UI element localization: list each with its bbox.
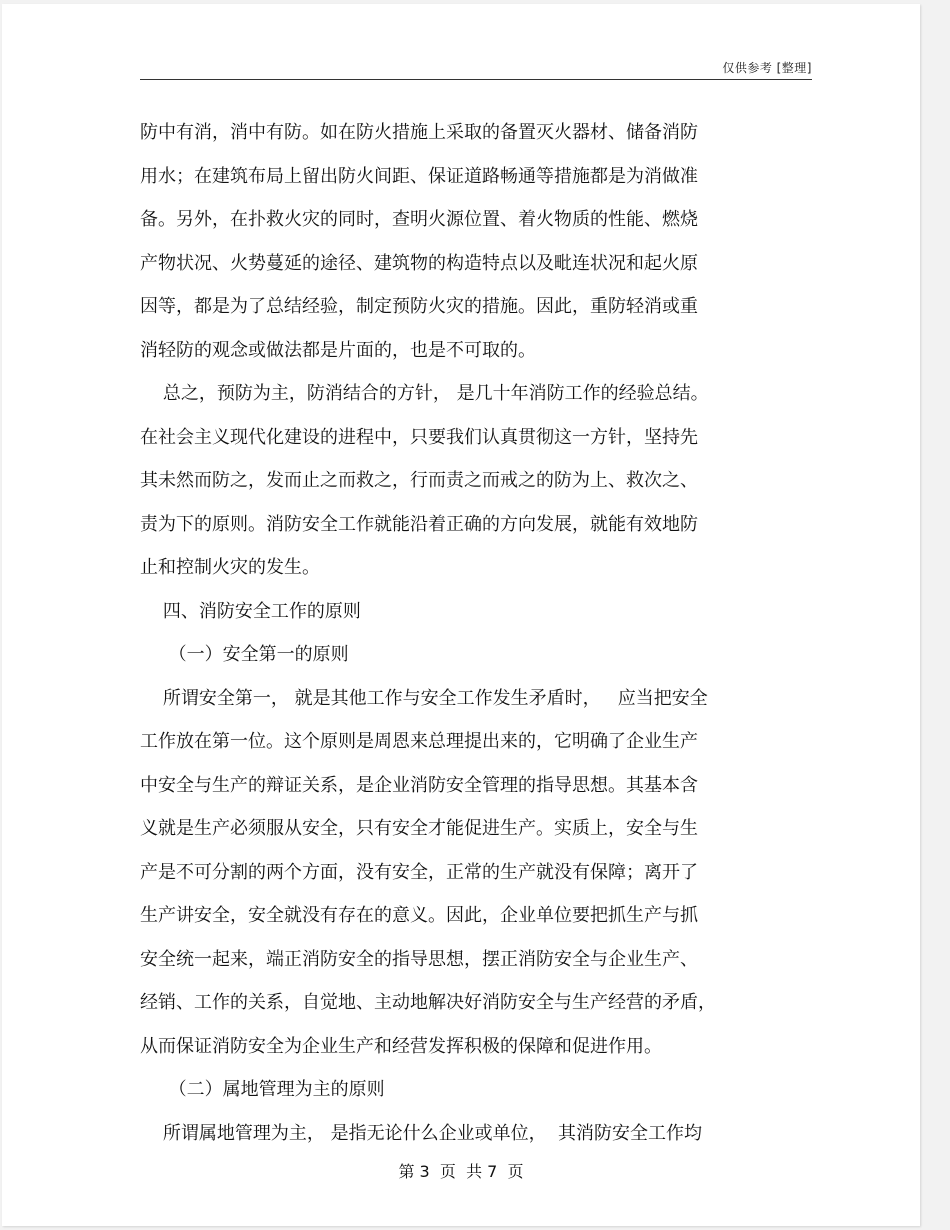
text-line: 产物状况、火势蔓延的途径、建筑物的构造特点以及毗连状况和起火原 — [140, 252, 698, 274]
text-line: 防中有消，消中有防。如在防火措施上采取的备置灭火器材、储备消防 — [140, 122, 698, 143]
document-page — [2, 4, 920, 1226]
body-text — [140, 111, 840, 1155]
text-line: 总之，预防为主，防消结合的方针， 是几十年消防工作的经验总结。 — [140, 383, 709, 404]
text-line: 经销、工作的关系，自觉地、主动地解决好消防安全与生产经营的矛盾， — [140, 992, 716, 1013]
text-line: 用水；在建筑布局上留出防火间距、保证道路畅通等措施都是为消做准 — [140, 165, 698, 187]
text-line: 所谓安全第一， 就是其他工作与安全工作发生矛盾时， 应当把安全 — [140, 687, 708, 709]
text-line: 止和控制火灾的发生。 — [140, 557, 320, 578]
text-line: 义就是生产必须服从安全，只有安全才能促进生产。实质上，安全与生 — [140, 818, 698, 839]
text-line: 中安全与生产的辩证关系，是企业消防安全管理的指导思想。其基本含 — [140, 774, 698, 796]
text-line: 消轻防的观念或做法都是片面的，也是不可取的。 — [140, 339, 536, 361]
text-line: 从而保证消防安全为企业生产和经营发挥积极的保障和促进作用。 — [140, 1035, 662, 1057]
text-line: 安全统一起来，端正消防安全的指导思想，摆正消防安全与企业生产、 — [140, 948, 698, 970]
subsection-heading: （一）安全第一的原则 — [140, 644, 349, 665]
text-line: 工作放在第一位。这个原则是周恩来总理提出来的，它明确了企业生产 — [140, 731, 698, 752]
section-heading: 四、消防安全工作的原则 — [140, 600, 361, 622]
text-line: 产是不可分割的两个方面，没有安全，正常的生产就没有保障；离开了 — [140, 861, 698, 883]
page-header: 仅供参考 [整理] — [722, 61, 812, 75]
header-divider — [140, 79, 812, 80]
text-line: 在社会主义现代化建设的进程中，只要我们认真贯彻这一方针，坚持先 — [140, 426, 698, 448]
page-number: 第 3 页 共 7 页 — [398, 1162, 524, 1181]
subsection-heading: （二）属地管理为主的原则 — [140, 1079, 385, 1100]
text-line: 生产讲安全，安全就没有存在的意义。因此，企业单位要把抓生产与抓 — [140, 905, 698, 926]
text-line: 备。另外，在扑救火灾的同时，查明火源位置、着火物质的性能、燃烧 — [140, 209, 698, 230]
text-line: 因等，都是为了总结经验，制定预防火灾的措施。因此，重防轻消或重 — [140, 296, 698, 317]
text-line: 其未然而防之，发而止之而救之，行而责之而戒之的防为上、救次之、 — [140, 470, 698, 491]
text-line: 责为下的原则。消防安全工作就能沿着正确的方向发展，就能有效地防 — [140, 513, 698, 535]
text-line: 所谓属地管理为主， 是指无论什么企业或单位， 其消防安全工作均 — [140, 1122, 703, 1144]
